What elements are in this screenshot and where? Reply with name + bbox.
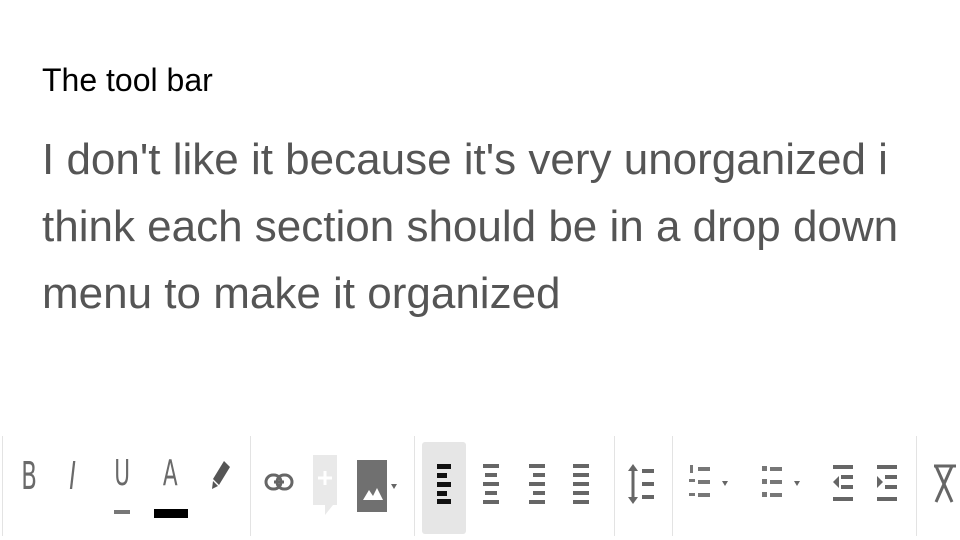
image-icon xyxy=(355,460,399,512)
link-button[interactable] xyxy=(262,442,296,534)
line-spacing-icon xyxy=(627,463,657,505)
increase-indent-icon xyxy=(873,463,901,505)
highlight-button[interactable] xyxy=(204,442,238,534)
align-left-icon xyxy=(431,464,457,504)
underline-button[interactable] xyxy=(106,442,138,534)
toolbar-separator xyxy=(614,436,615,536)
align-justify-button[interactable] xyxy=(566,442,596,534)
bold-button[interactable] xyxy=(14,442,44,534)
text-color-icon: A xyxy=(162,453,178,494)
bulleted-list-button[interactable] xyxy=(756,442,812,534)
body-text: I don't like it because it's very unorganized i think each section should be in a drop down menu to make it organized xyxy=(42,135,899,318)
page-title: The tool bar xyxy=(42,62,213,98)
align-justify-icon xyxy=(568,464,594,504)
italic-icon: I xyxy=(69,454,77,498)
image-button[interactable] xyxy=(352,442,402,534)
text-color-swatch xyxy=(154,509,188,518)
align-center-icon xyxy=(478,464,504,504)
align-right-button[interactable] xyxy=(522,442,552,534)
clear-formatting-icon xyxy=(928,462,958,506)
italic-button[interactable] xyxy=(58,442,88,534)
highlighter-icon xyxy=(210,459,232,493)
formatting-toolbar xyxy=(0,432,960,540)
toolbar-separator xyxy=(414,436,415,536)
line-spacing-button[interactable] xyxy=(624,442,660,534)
clear-formatting-button[interactable] xyxy=(926,442,960,534)
align-center-button[interactable] xyxy=(476,442,506,534)
decrease-indent-button[interactable] xyxy=(826,442,860,534)
toolbar-separator xyxy=(672,436,673,536)
underline-icon: U xyxy=(114,453,130,494)
decrease-indent-icon xyxy=(829,463,857,505)
numbered-list-icon xyxy=(686,463,738,505)
insert-button[interactable] xyxy=(308,442,342,534)
link-icon xyxy=(264,471,294,493)
insert-plus-icon xyxy=(310,455,340,517)
toolbar-separator xyxy=(916,436,917,536)
bold-icon: B xyxy=(21,454,37,498)
align-right-icon xyxy=(524,464,550,504)
numbered-list-button[interactable] xyxy=(684,442,740,534)
bulleted-list-icon xyxy=(758,463,810,505)
align-left-button[interactable] xyxy=(422,442,466,534)
underline-bar xyxy=(114,510,130,514)
toolbar-separator xyxy=(2,436,3,536)
toolbar-separator xyxy=(250,436,251,536)
text-color-button[interactable] xyxy=(150,442,190,534)
increase-indent-button[interactable] xyxy=(870,442,904,534)
